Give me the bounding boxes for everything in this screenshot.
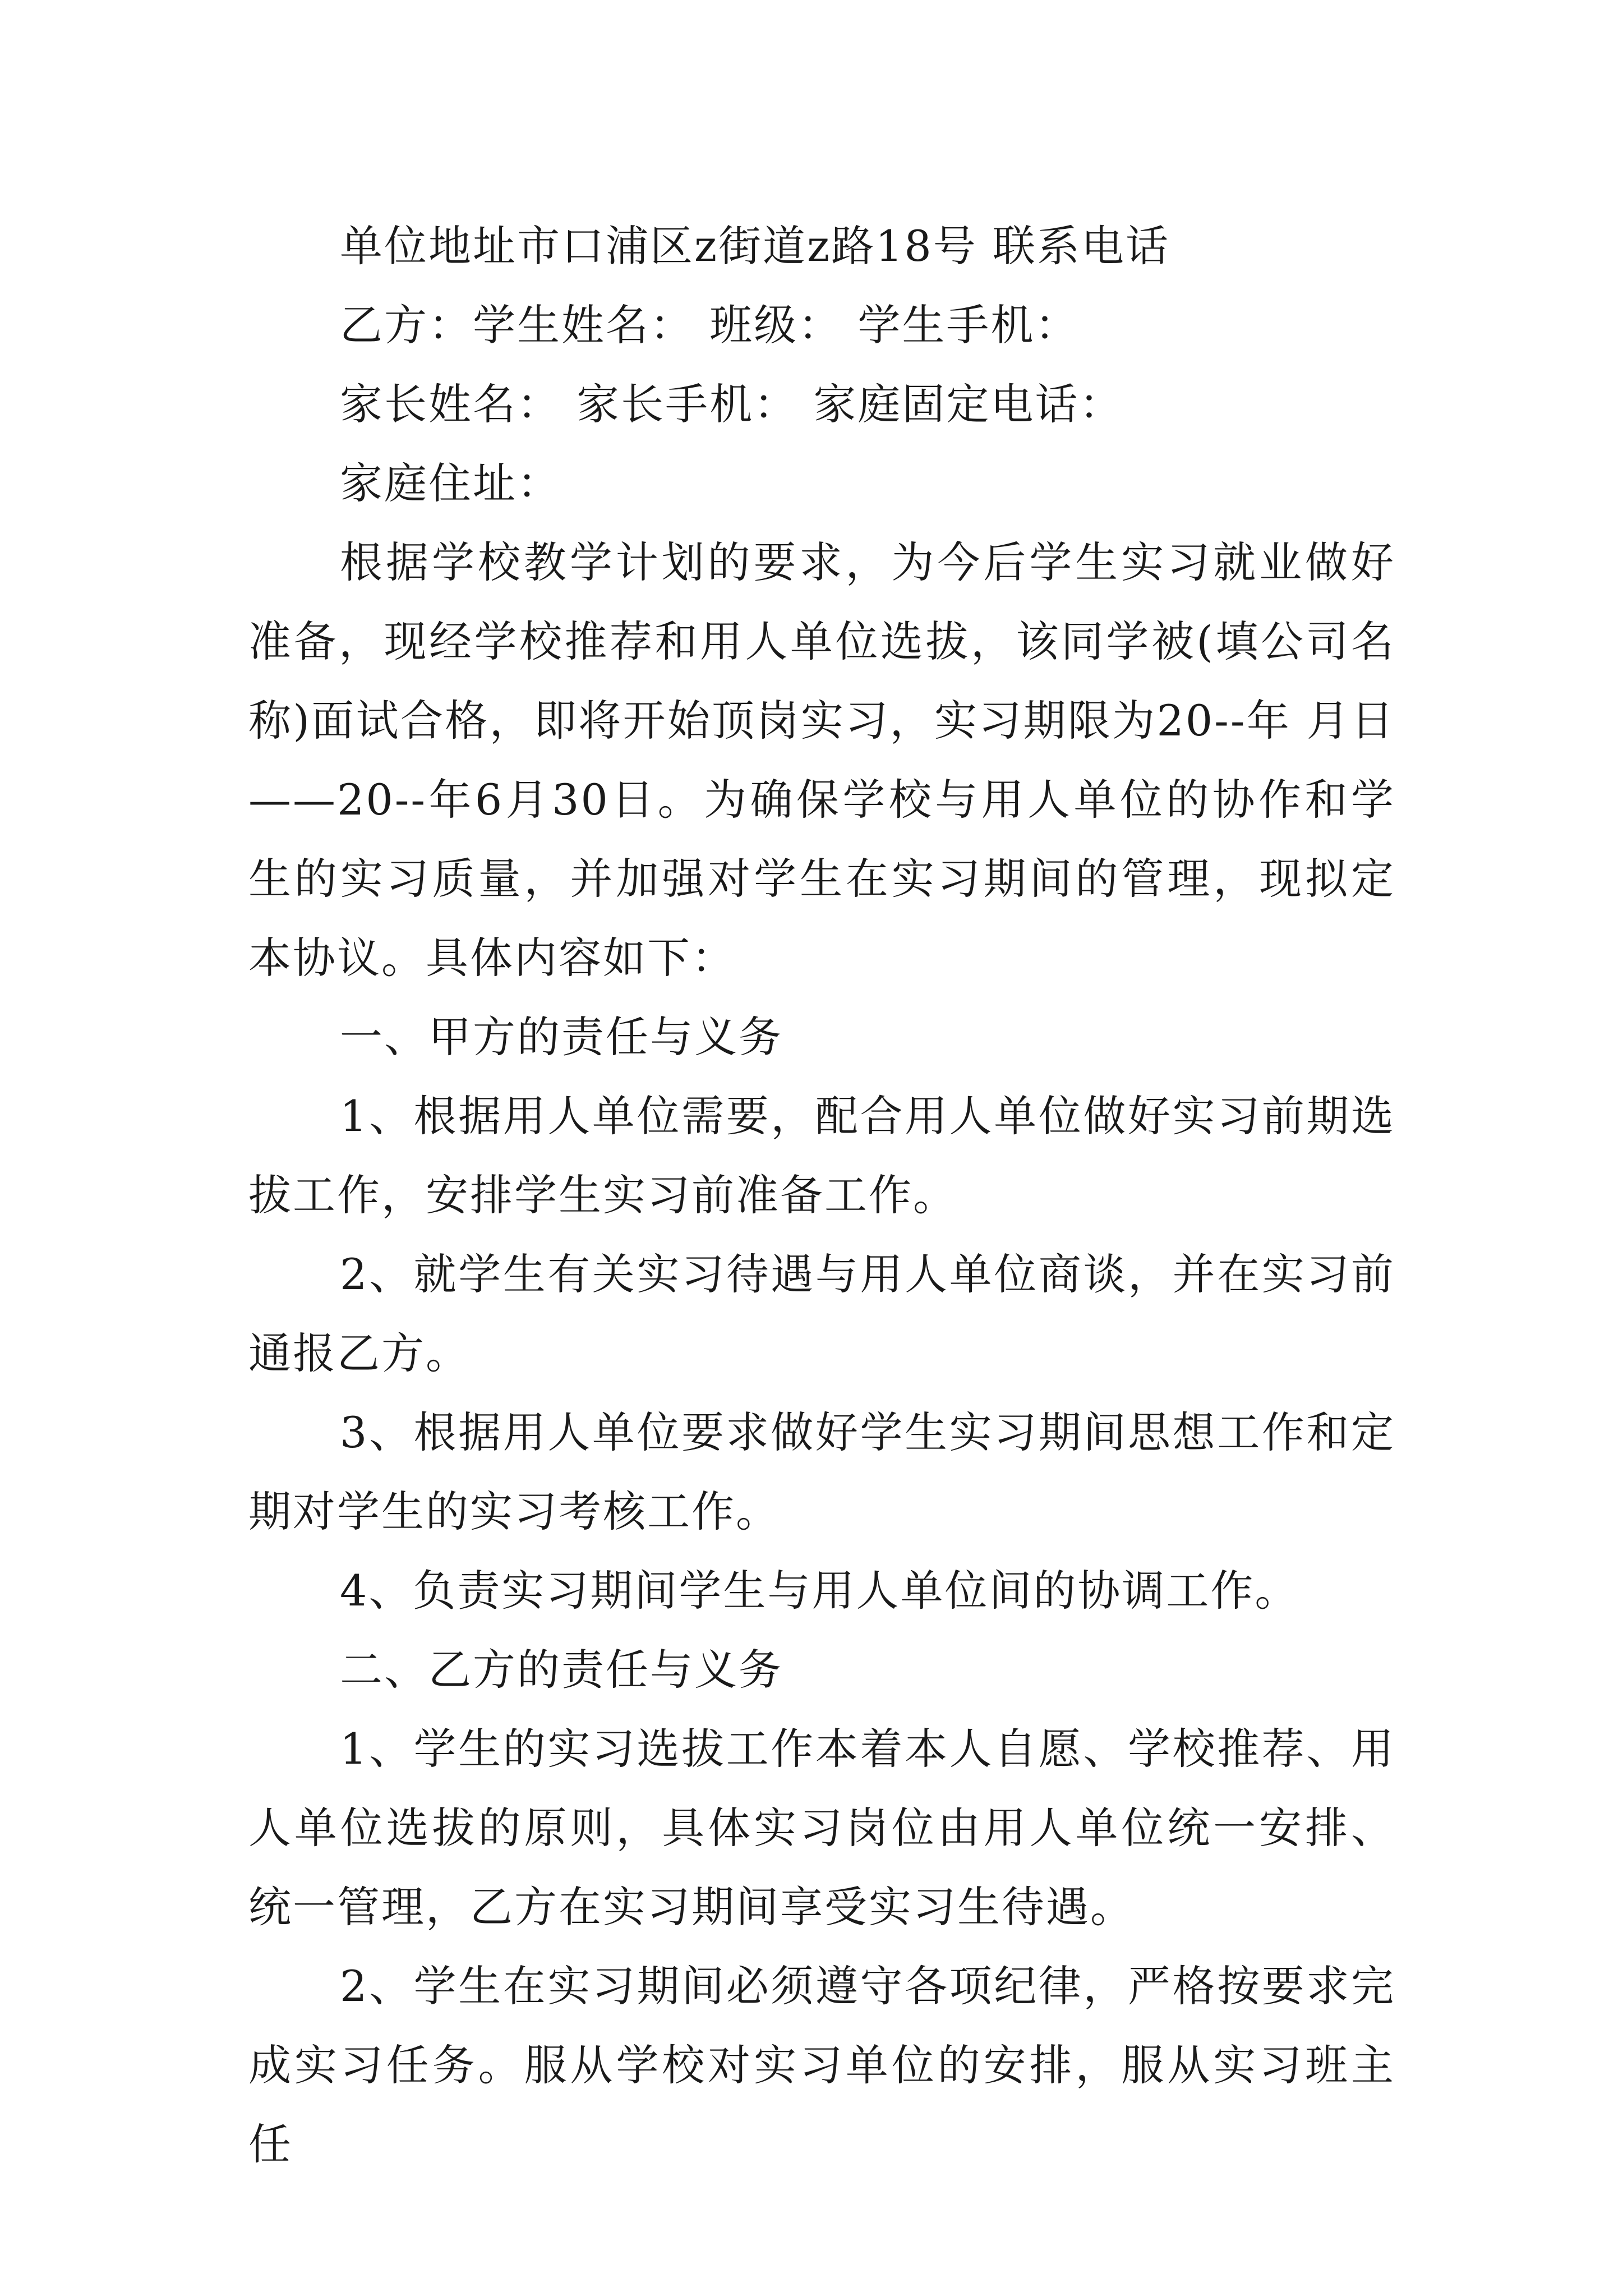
list-item-party-a-4: 4、负责实习期间学生与用人单位间的协调工作。 [340,1566,1299,1616]
list-item-party-a-2: 2、就学生有关实习待遇与用人单位商谈，并在实习前通报乙方。 [248,1249,1395,1378]
section-heading-party-a: 一、甲方的责任与义务 [340,1012,783,1062]
paragraph-party-b-student: 乙方：学生姓名： 班级： 学生手机： [340,300,1080,350]
paragraph-unit-address: 单位地址市口浦区z街道z路18号 联系电话 [340,221,1170,271]
list-item-party-b-2: 2、学生在实习期间必须遵守各项纪律，严格按要求完成实习任务。服从学校对实习单位的安排，服从实习班主任 [248,1961,1395,2169]
paragraph-parent-info: 家长姓名： 家长手机： 家庭固定电话： [340,379,1124,429]
section-heading-party-b: 二、乙方的责任与义务 [340,1645,783,1695]
list-item-party-a-3: 3、根据用人单位要求做好学生实习期间思想工作和定期对学生的实习考核工作。 [248,1407,1395,1536]
list-item-party-a-1: 1、根据用人单位需要，配合用人单位做好实习前期选拔工作，安排学生实习前准备工作。 [248,1091,1395,1220]
document-body [248,206,1395,2184]
paragraph-agreement-intro: 根据学校教学计划的要求，为今后学生实习就业做好准备，现经学校推荐和用人单位选拔，该同学被(填公司名称)面试合格，即将开始顶岗实习，实习期限为20--年 月日——20--年6月30日。为确保学校与用人单位的协作和学生的实习质量，并加强对学生在实习期间的管理，现拟定本协议。具体内容如下： [248,537,1395,983]
list-item-party-b-1: 1、学生的实习选拔工作本着本人自愿、学校推荐、用人单位选拔的原则，具体实习岗位由用人单位统一安排、统一管理，乙方在实习期间享受实习生待遇。 [248,1724,1395,1932]
paragraph-home-address: 家庭住址： [340,458,561,508]
